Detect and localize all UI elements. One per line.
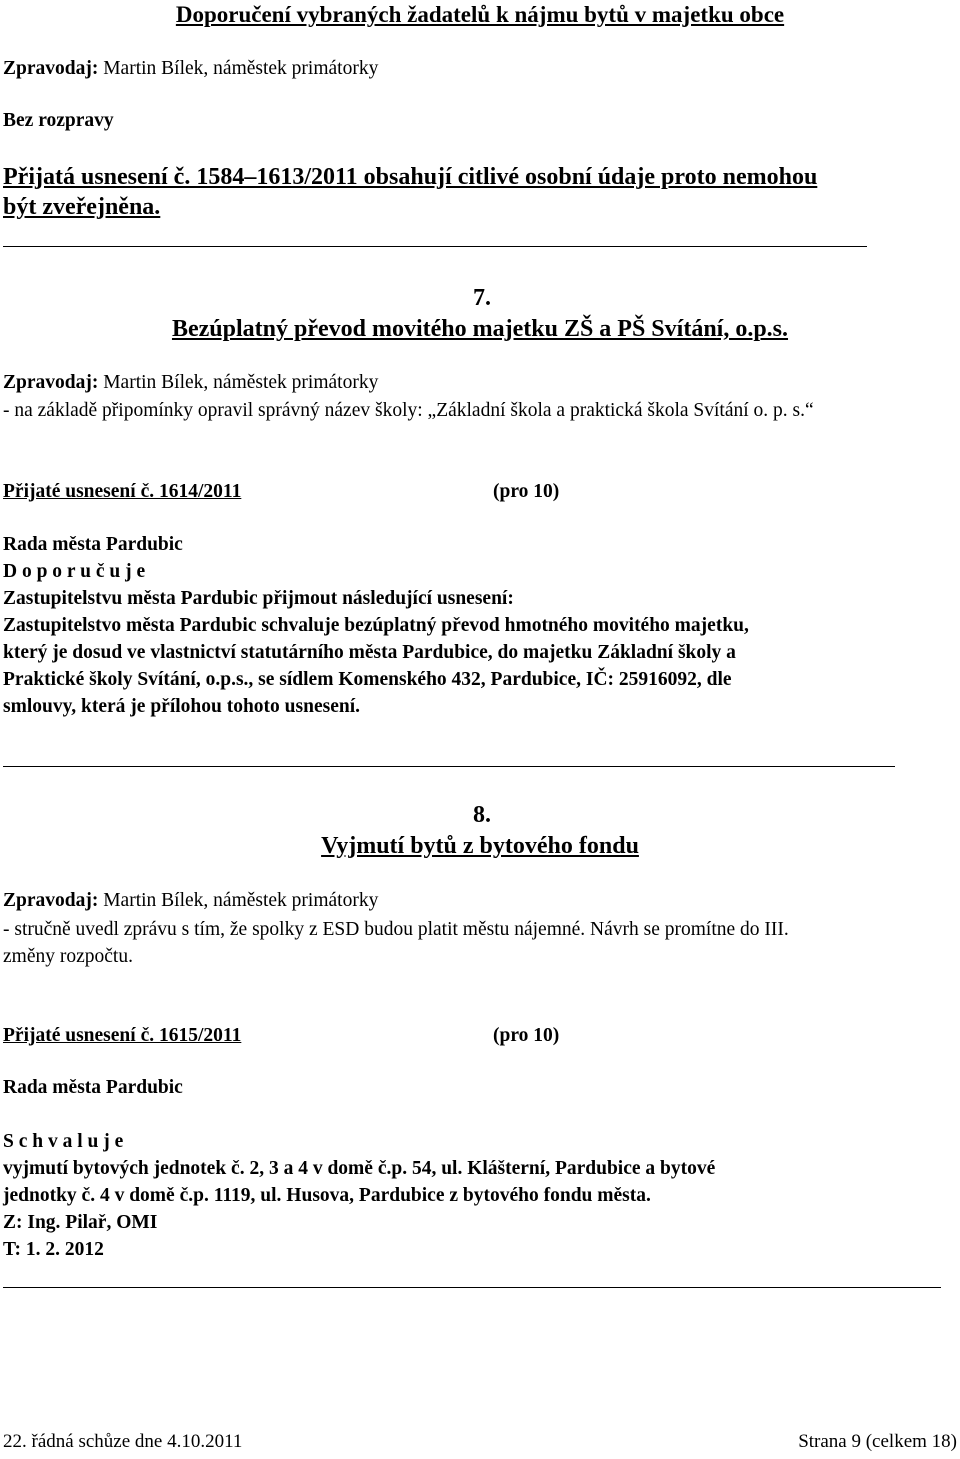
council-name: Rada města Pardubic — [3, 1077, 183, 1098]
deadline: T: 1. 2. 2012 — [3, 1239, 104, 1260]
resolution-verb: D o p o r u č u j e — [3, 561, 146, 582]
footer-meeting: 22. řádná schůze dne 4.10.2011 — [3, 1431, 243, 1452]
resolution-text-line: smlouvy, která je přílohou tohoto usnesení. — [3, 696, 360, 717]
resolution-text-line: vyjmutí bytových jednotek č. 2, 3 a 4 v domě č.p. 54, ul. Klášterní, Pardubice a bytové — [3, 1158, 716, 1179]
no-debate-text: Bez rozpravy — [3, 110, 114, 131]
reporter-line — [3, 57, 378, 81]
resolution-line — [3, 1024, 560, 1048]
privacy-notice-line2: být zveřejněna. — [3, 194, 161, 220]
responsible-person: Z: Ing. Pilař, OMI — [3, 1212, 158, 1233]
footer-page-number: Strana 9 (celkem 18) — [798, 1431, 957, 1452]
reporter-label: Zpravodaj: — [3, 372, 99, 393]
reporter-name: Martin Bílek, náměstek primátorky — [103, 890, 379, 911]
resolution-line — [3, 480, 560, 504]
resolution-verb: S c h v a l u j e — [3, 1131, 124, 1152]
resolution-text-line: jednotky č. 4 v domě č.p. 1119, ul. Husova, Pardubice z bytového fondu města. — [3, 1185, 651, 1206]
section-title: Doporučení vybraných žadatelů k nájmu bytů v majetku obce — [175, 2, 785, 27]
divider — [3, 1287, 941, 1288]
divider — [3, 766, 895, 767]
resolution-text-line: který je dosud ve vlastnictví statutárního města Pardubice, do majetku Základní školy a — [3, 642, 736, 663]
reporter-name: Martin Bílek, náměstek primátorky — [103, 372, 379, 393]
divider — [3, 246, 867, 247]
resolution-text-line: Praktické školy Svítání, o.p.s., se sídlem Komenského 432, Pardubice, IČ: 25916092, dle — [3, 669, 732, 690]
reporter-note: - na základě připomínky opravil správný název školy: „Základní škola a praktická škola Svítání o. p. s.“ — [3, 400, 814, 421]
section-number: 8. — [473, 802, 491, 828]
reporter-note-line2: změny rozpočtu. — [3, 946, 133, 967]
reporter-note-line1: - stručně uvedl zprávu s tím, že spolky z ESD budou platit městu nájemné. Návrh se promítne do III. — [3, 919, 789, 940]
council-name: Rada města Pardubic — [3, 534, 183, 555]
reporter-label: Zpravodaj: — [3, 890, 99, 911]
vote-count: (pro 10) — [493, 1025, 560, 1046]
section-number: 7. — [473, 285, 491, 311]
resolution-intro: Zastupitelstvu města Pardubic přijmout následující usnesení: — [3, 588, 514, 609]
section-title: Vyjmutí bytů z bytového fondu — [321, 833, 639, 859]
reporter-label: Zpravodaj: — [3, 58, 99, 79]
resolution-number: Přijaté usnesení č. 1614/2011 — [3, 481, 242, 502]
vote-count: (pro 10) — [493, 481, 560, 502]
reporter-line — [3, 371, 378, 395]
privacy-notice-line1: Přijatá usnesení č. 1584–1613/2011 obsahují citlivé osobní údaje proto nemohou — [3, 164, 818, 190]
reporter-line — [3, 889, 378, 913]
resolution-number: Přijaté usnesení č. 1615/2011 — [3, 1025, 242, 1046]
reporter-name: Martin Bílek, náměstek primátorky — [103, 58, 379, 79]
resolution-text-line: Zastupitelstvo města Pardubic schvaluje bezúplatný převod hmotného movitého majetku, — [3, 615, 749, 636]
section-title: Bezúplatný převod movitého majetku ZŠ a PŠ Svítání, o.p.s. — [171, 316, 789, 342]
